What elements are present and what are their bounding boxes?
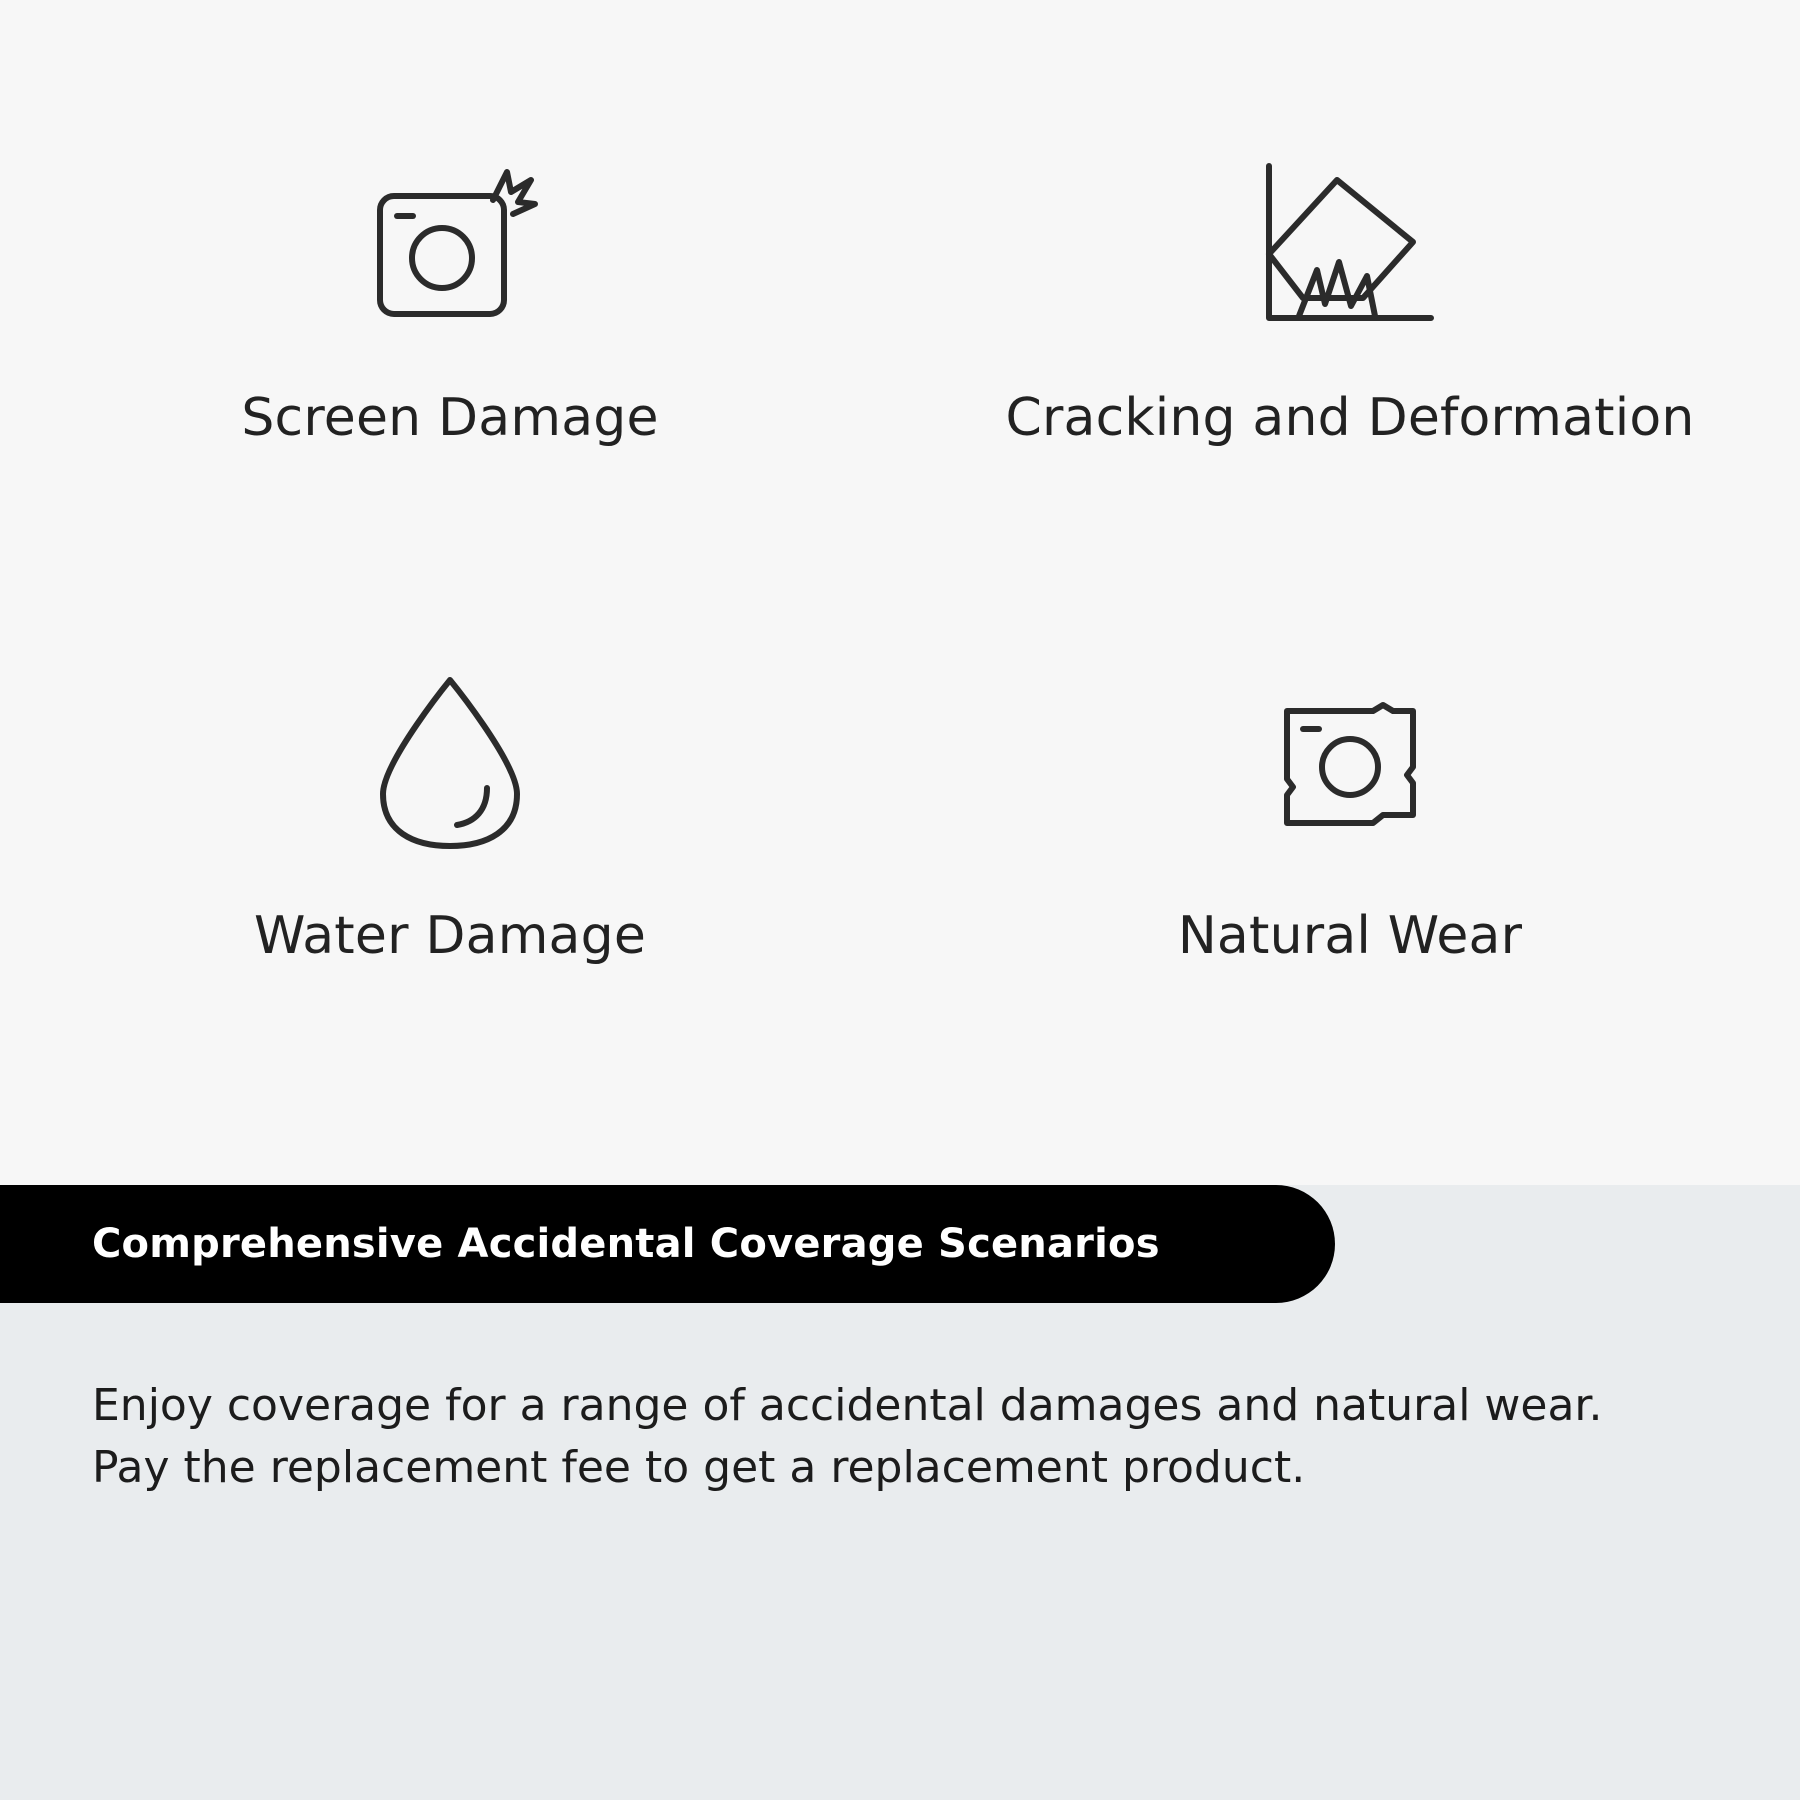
feature-label: Cracking and Deformation xyxy=(1005,388,1695,448)
banner-title: Comprehensive Accidental Coverage Scenarios xyxy=(92,1221,1160,1267)
cracked-screen-icon xyxy=(350,150,550,340)
description-text xyxy=(92,1375,1712,1500)
feature-label: Natural Wear xyxy=(1177,905,1523,966)
falling-device-impact-icon xyxy=(1250,150,1450,340)
feature-label: Screen Damage xyxy=(241,388,659,448)
feature-screen-damage xyxy=(0,150,900,668)
banner-ribbon xyxy=(0,1185,1335,1303)
feature-water-damage xyxy=(0,668,900,1186)
feature-cracking-deformation xyxy=(900,150,1800,668)
coverage-summary-panel xyxy=(0,1185,1800,1800)
description-line-1: Enjoy coverage for a range of accidental damages and natural wear. xyxy=(92,1380,1603,1431)
water-drop-icon xyxy=(350,668,550,858)
feature-label: Water Damage xyxy=(253,905,647,966)
description-line-2: Pay the replacement fee to get a replacement product. xyxy=(92,1442,1306,1494)
feature-natural-wear xyxy=(900,668,1800,1186)
worn-device-icon xyxy=(1250,668,1450,858)
